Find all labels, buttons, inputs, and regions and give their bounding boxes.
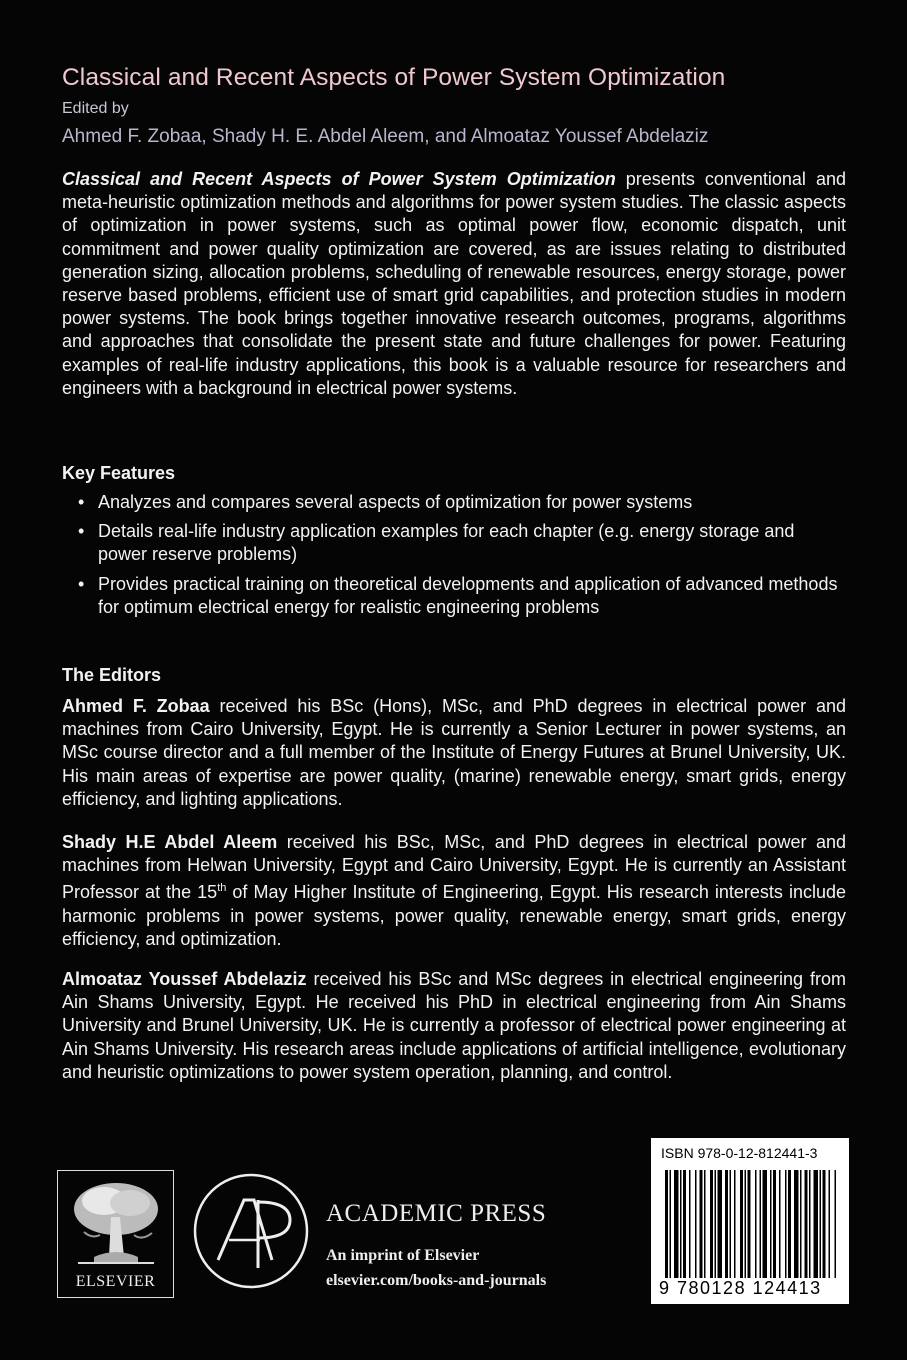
- editor-bio-abdelaziz: [62, 968, 846, 1084]
- editors-list: Ahmed F. Zobaa, Shady H. E. Abdel Aleem, and Almoataz Youssef Abdelaziz: [62, 126, 709, 147]
- key-feature-text: Provides practical training on theoretical developments and application of advanced methods for optimum electrical energy for realistic engineering problems: [98, 573, 838, 617]
- ordinal-suffix: th: [217, 882, 227, 895]
- edited-by-label: Edited by: [62, 100, 129, 117]
- barcode-bar: [748, 1170, 751, 1278]
- elsevier-wordmark: ELSEVIER: [75, 1273, 156, 1290]
- editor-name: Almoataz Youssef Abdelaziz: [62, 969, 307, 989]
- book-description: [62, 168, 846, 400]
- key-feature-item: [78, 573, 846, 619]
- editors-heading: The Editors: [62, 665, 162, 685]
- barcode-bar: [725, 1170, 728, 1278]
- barcode-bar: [800, 1170, 802, 1278]
- barcode-bar: [814, 1170, 819, 1278]
- academic-press-logo-icon: [192, 1172, 310, 1290]
- key-feature-item: [78, 520, 846, 566]
- barcode-bar: [683, 1170, 686, 1278]
- isbn-label: ISBN 978-0-12-812441-3: [661, 1145, 818, 1161]
- bullet-icon: •: [78, 573, 85, 594]
- editor-name: Ahmed F. Zobaa: [62, 696, 210, 716]
- barcode-bar: [718, 1170, 723, 1278]
- publisher-imprint: An imprint of Elsevier: [326, 1247, 480, 1264]
- editor-bio-zobaa: [62, 695, 846, 811]
- bullet-icon: •: [78, 492, 85, 512]
- barcode-bars-icon: [665, 1170, 837, 1278]
- barcode-bar: [785, 1170, 787, 1278]
- editor-bio-text-cont: of May Higher Institute of Engineering, Egypt. His research interests include harmonic problems in power systems, power quality, renewable energy, smart grids, energy efficiency, and optimization.: [62, 882, 846, 949]
- barcode-bar: [745, 1170, 747, 1278]
- barcode-digits: 9 780128 124413: [659, 1278, 822, 1298]
- barcode-bar: [770, 1170, 772, 1278]
- editor-bio-text: received his BSc, MSc, and PhD degrees in electrical power and machines from Helwan University, Egypt and Cairo University, Egypt. He is currently an Assistant Professor at the 15: [62, 832, 847, 903]
- barcode-bar: [704, 1170, 706, 1278]
- barcode-bar: [665, 1170, 668, 1278]
- publisher-name: ACADEMIC PRESS: [326, 1200, 547, 1227]
- description-body: presents conventional and meta-heuristic optimization methods and algorithms for power system studies. The classic aspects of optimization in power systems, such as optimal power flow, economic dispatch, unit commitment and power quality optimization are covered, as are issues relating to distributed generation sizing, allocation problems, scheduling of renewable resources, energy storage, power reserve based problems, efficient use of smart grid capabilities, and protection studies in modern power systems. The book brings together innovative research outcomes, programs, algorithms and approaches that consolidate the present state and future challenges for power. Featuring examples of real-life industry applications, this book is a valuable resource for researchers and engineers with a background in electrical power systems.: [62, 169, 847, 398]
- elsevier-logo: [57, 1170, 174, 1298]
- barcode-bar: [823, 1170, 826, 1278]
- barcode-bar: [674, 1170, 679, 1278]
- key-feature-text: Details real-life industry application examples for each chapter (e.g. energy storage and power reserve problems): [98, 521, 795, 565]
- barcode-bar: [715, 1170, 717, 1278]
- barcode-bar: [710, 1170, 713, 1278]
- editor-bio-text: received his BSc and MSc degrees in electrical engineering from Ain Shams University, Egypt. He received his PhD in electrical engineering from Ain Shams University and Brunel University, UK. He is currently a professor of electrical power engineering at Ain Shams University. His research areas include applications of artificial intelligence, evolutionary and heuristic optimizations to power system operation, planning, and control.: [62, 969, 846, 1082]
- key-feature-item: [78, 491, 846, 514]
- barcode-bar: [695, 1170, 697, 1278]
- editor-bio-aleem: [62, 831, 846, 951]
- barcode-bar: [809, 1170, 811, 1278]
- barcode-bar: [734, 1170, 736, 1278]
- barcode-bar: [794, 1170, 799, 1278]
- barcode-bar: [788, 1170, 791, 1278]
- barcode-bar: [680, 1170, 682, 1278]
- elsevier-tree-icon: [64, 1177, 167, 1271]
- barcode-bar: [820, 1170, 822, 1278]
- barcode-bar: [730, 1170, 732, 1278]
- isbn-barcode: [651, 1138, 849, 1304]
- publisher-url: elsevier.com/books-and-journals: [326, 1272, 547, 1289]
- barcode-bar: [755, 1170, 757, 1278]
- barcode-bar: [763, 1170, 768, 1278]
- barcode-bar: [773, 1170, 776, 1278]
- barcode-bar: [779, 1170, 781, 1278]
- editor-bio-text: received his BSc (Hons), MSc, and PhD degrees in electrical power and machines from Cairo University, Egypt. He is currently a Senior Lecturer in power systems, an MSc course director and a full member of the Institute of Energy Futures at Brunel University, UK. His main areas of expertise are power quality, (marine) renewable energy, smart grids, energy efficiency, and lighting applications.: [62, 696, 846, 809]
- barcode-bar: [829, 1170, 831, 1278]
- barcode-bar: [700, 1170, 703, 1278]
- book-title: Classical and Recent Aspects of Power System Optimization: [62, 64, 726, 91]
- barcode-bar: [740, 1170, 743, 1278]
- barcode-bar: [670, 1170, 672, 1278]
- key-features-heading: Key Features: [62, 463, 176, 483]
- editor-name: Shady H.E Abdel Aleem: [62, 832, 278, 852]
- barcode-bar: [689, 1170, 691, 1278]
- key-features-list: [78, 491, 846, 625]
- barcode-bar: [835, 1170, 837, 1278]
- bullet-icon: •: [78, 521, 85, 542]
- barcode-bar: [760, 1170, 762, 1278]
- key-feature-text: Analyzes and compares several aspects of optimization for power systems: [98, 492, 693, 512]
- barcode-bar: [805, 1170, 808, 1278]
- description-title: Classical and Recent Aspects of Power System Optimization: [62, 169, 616, 189]
